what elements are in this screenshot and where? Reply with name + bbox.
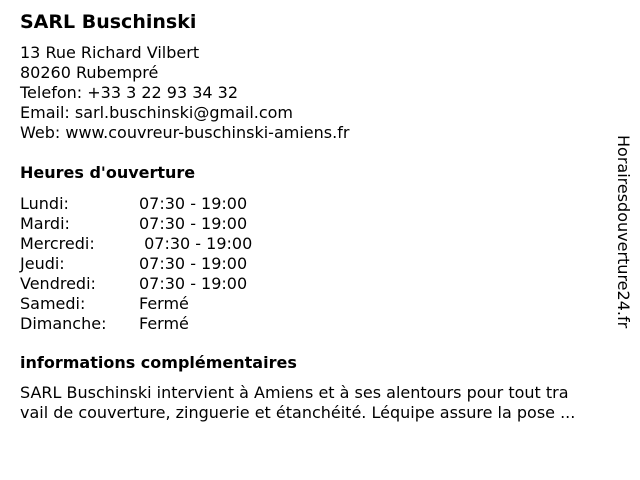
info-line: vail de couverture, zinguerie et étanchéité. Léquipe assure la pose ...	[20, 403, 576, 422]
additional-info-text	[20, 383, 575, 423]
time-value: Fermé	[139, 294, 189, 313]
info-line: SARL Buschinski intervient à Amiens et à ses alentours pour tout tra	[20, 383, 569, 402]
day-label: Mercredi:	[20, 234, 95, 253]
day-label: Dimanche:	[20, 314, 107, 333]
time-value: 07:30 - 19:00	[139, 274, 248, 293]
day-label: Mardi:	[20, 214, 70, 233]
time-value: Fermé	[139, 314, 189, 333]
contact-block	[20, 43, 349, 143]
opening-hours-heading: Heures d'ouverture	[20, 163, 196, 182]
email-address: Email: sarl.buschinski@gmail.com	[20, 103, 294, 122]
phone-number: Telefon: +33 3 22 93 34 32	[20, 83, 239, 102]
address-street: 13 Rue Richard Vilbert	[20, 43, 200, 62]
day-label: Jeudi:	[20, 254, 65, 273]
time-value: 07:30 - 19:00	[139, 234, 253, 253]
business-name: SARL Buschinski	[20, 11, 197, 33]
address-city: 80260 Rubempré	[20, 63, 159, 82]
time-value: 07:30 - 19:00	[139, 194, 248, 213]
day-label: Vendredi:	[20, 274, 96, 293]
day-label: Samedi:	[20, 294, 86, 313]
time-value: 07:30 - 19:00	[139, 214, 248, 233]
website: Web: www.couvreur-buschinski-amiens.fr	[20, 123, 350, 142]
day-label: Lundi:	[20, 194, 69, 213]
site-watermark: Horairesdouverture24.fr	[614, 135, 633, 329]
additional-info-heading: informations complémentaires	[20, 353, 297, 372]
time-value: 07:30 - 19:00	[139, 254, 248, 273]
